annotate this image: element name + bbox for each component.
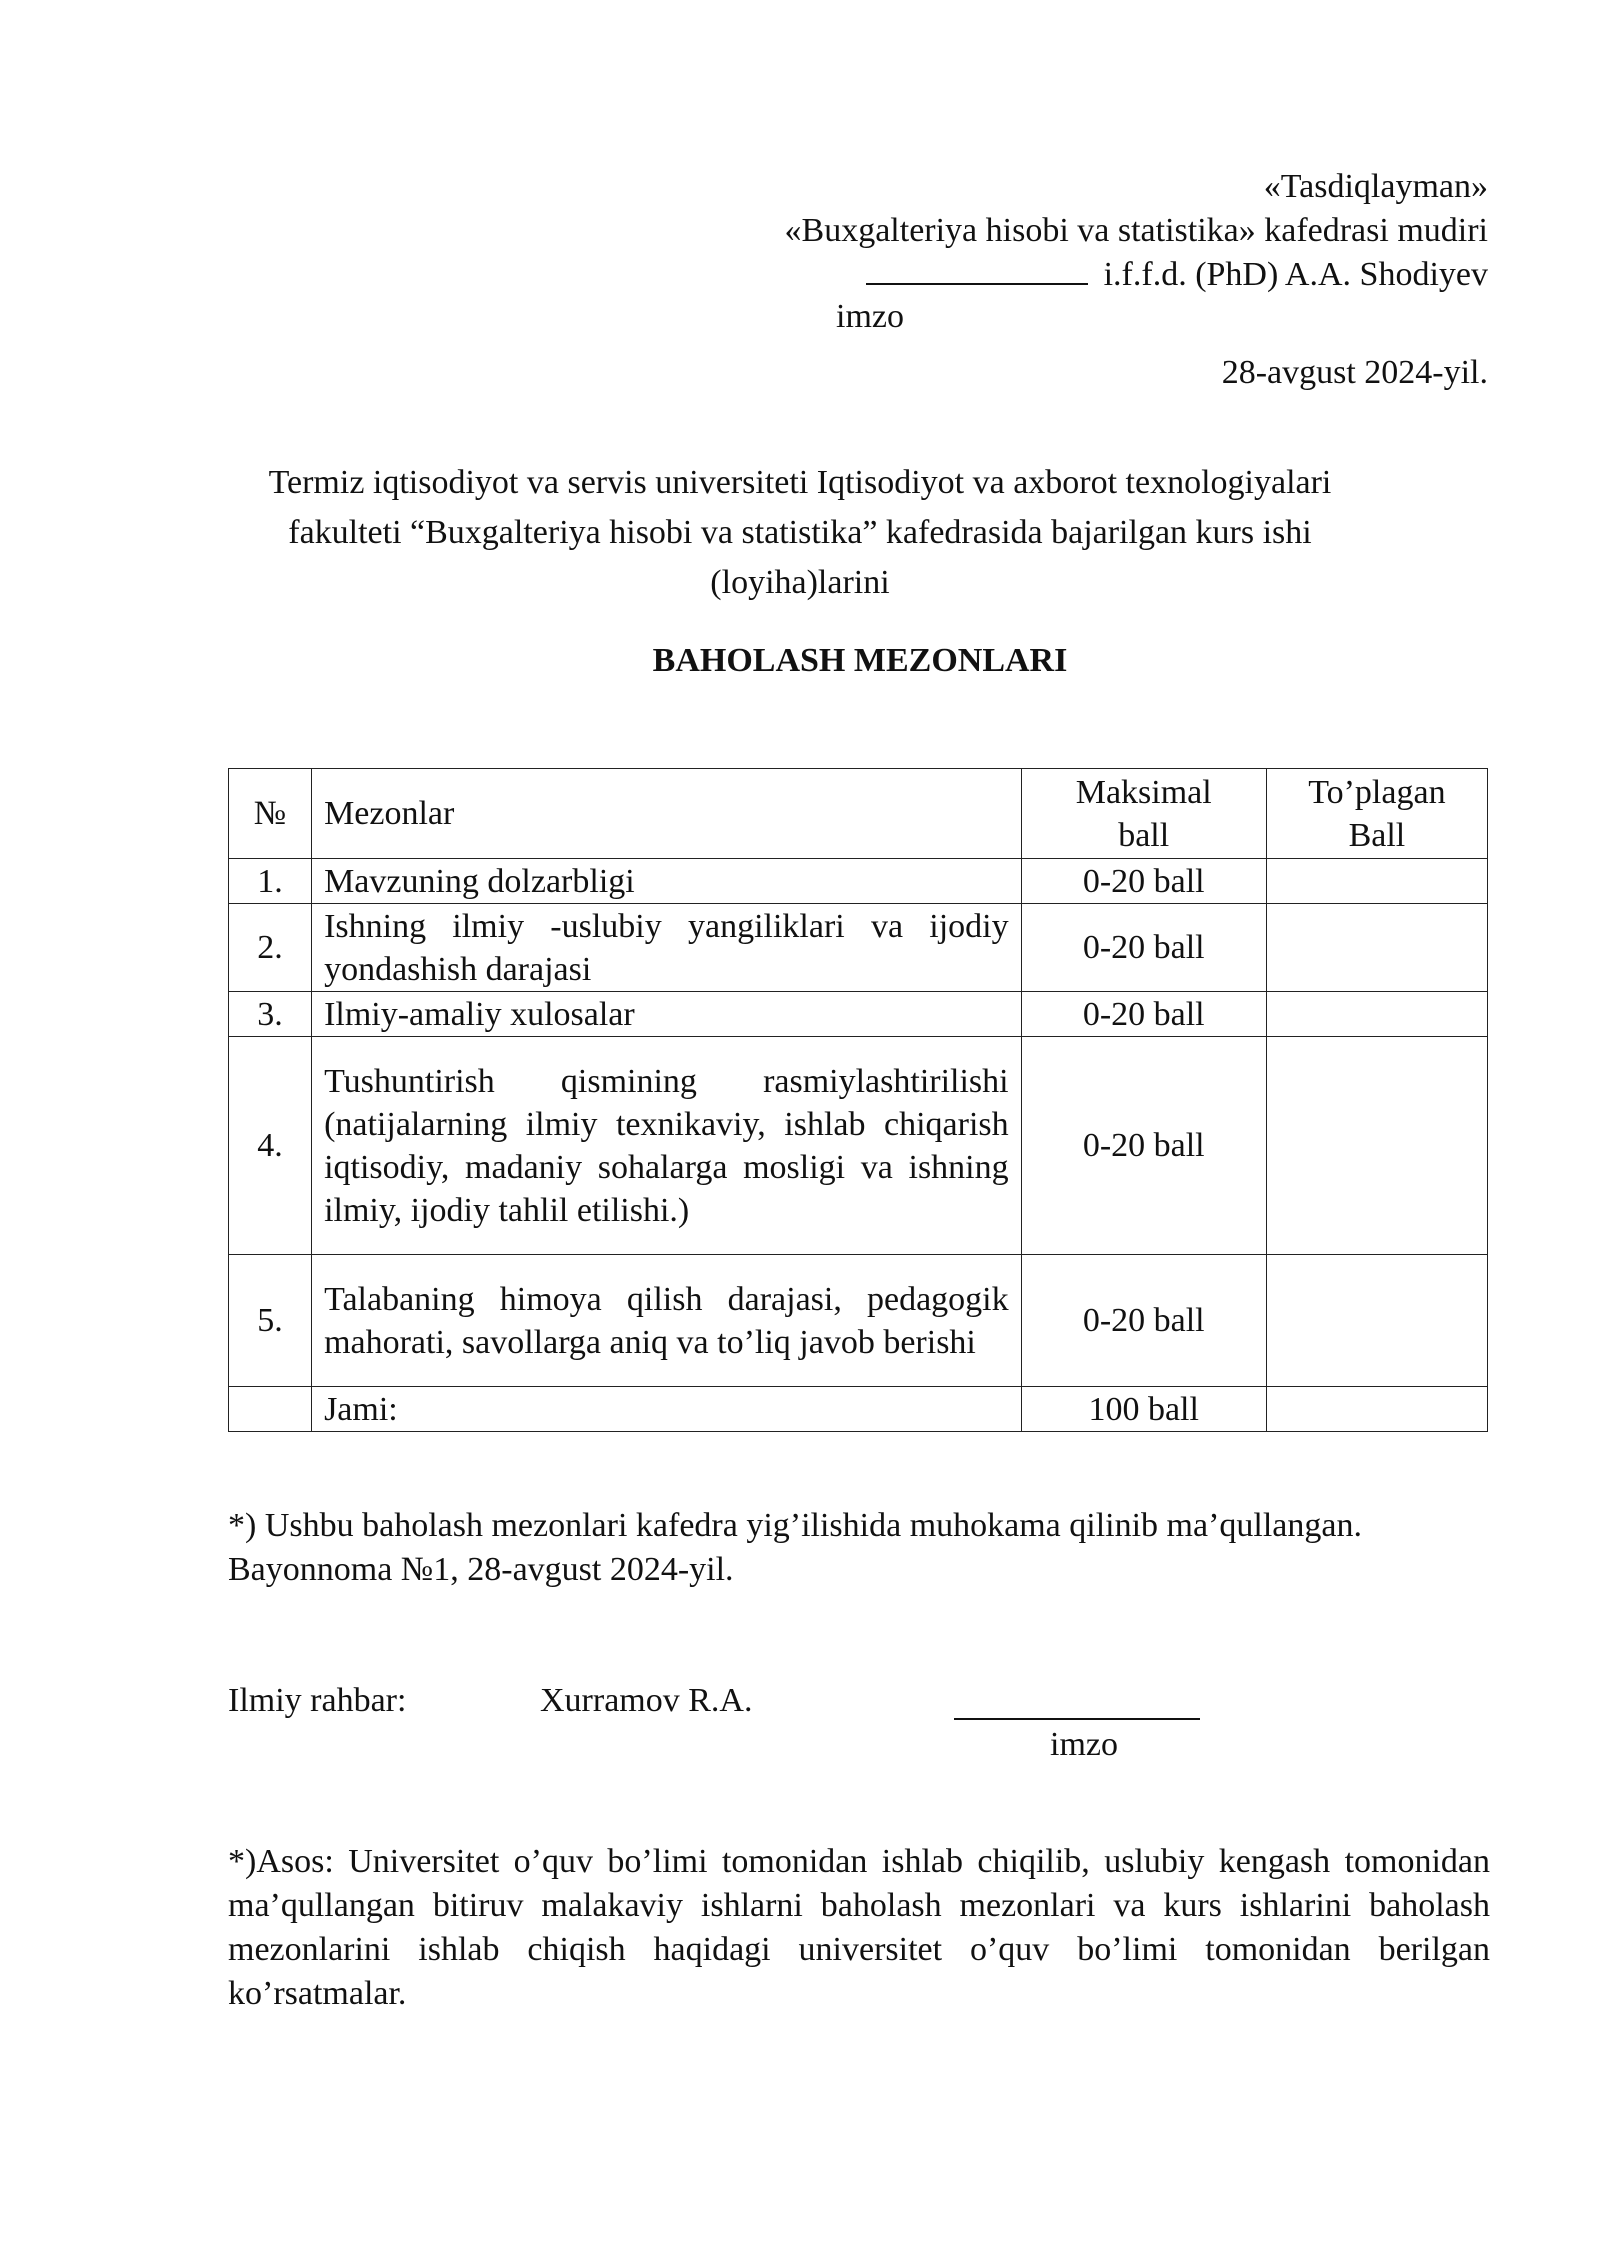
approval-date: 28-avgust 2024-yil. (1221, 354, 1488, 391)
supervisor-signature-caption: imzo (1050, 1726, 1118, 1763)
approval-position: «Buxgalteriya hisobi va statistika» kafedrasi mudiri (784, 212, 1488, 249)
row-max-score: 0-20 ball (1021, 1037, 1266, 1255)
header-max-score (1021, 769, 1266, 859)
approval-heading: «Tasdiqlayman» (1263, 168, 1488, 205)
supervisor-block (228, 1680, 1490, 1780)
supervisor-signature-line (954, 1718, 1200, 1720)
header-max-line2: ball (1118, 816, 1170, 854)
note-line-1: *) Ushbu baholash mezonlari kafedra yig’ilishida muhokama qilinib ma’qullangan. (228, 1507, 1362, 1544)
criteria-table (228, 768, 1488, 1432)
intro-paragraph: Termiz iqtisodiyot va servis universiteti Iqtisodiyot va axborot texnologiyalari fakulteti “Buxgalteriya hisobi va statistika” kafedrasida bajarilgan kurs ishi (loyiha)larini (268, 464, 1332, 601)
total-collected-score (1266, 1387, 1487, 1432)
row-collected-score (1266, 1255, 1487, 1387)
header-max-line1: Maksimal (1075, 773, 1212, 811)
supervisor-name: Xurramov R.A. (540, 1682, 753, 1719)
approval-signature-caption: imzo (836, 298, 904, 335)
header-got-line1: To’plagan (1308, 773, 1446, 811)
row-criteria: Ilmiy-amaliy xulosalar (312, 992, 1022, 1037)
supervisor-label: Ilmiy rahbar: (228, 1682, 407, 1719)
total-max-score: 100 ball (1021, 1387, 1266, 1432)
row-number: 2. (229, 904, 312, 992)
table-row (229, 904, 1488, 992)
row-number: 4. (229, 1037, 312, 1255)
row-number: 3. (229, 992, 312, 1037)
table-header-row (229, 769, 1488, 859)
row-number: 5. (229, 1255, 312, 1387)
table-row (229, 1037, 1488, 1255)
header-got-line2: Ball (1348, 816, 1406, 854)
total-number-cell (229, 1387, 312, 1432)
basis-paragraph: *)Asos: Universitet o’quv bo’limi tomonidan ishlab chiqilib, uslubiy kengash tomonidan ma’qullangan bitiruv malakaviy ishlarni baholash mezonlari va kurs ishlarini baholash mezonlarini ishlab chiqish haqidagi universitet o’quv bo’limi tomonidan berilgan ko’rsatmalar. (228, 1843, 1490, 2012)
approval-block (688, 165, 1488, 397)
row-criteria: Mavzuning dolzarbligi (312, 859, 1022, 904)
approval-signature-line (688, 253, 1488, 297)
row-collected-score (1266, 992, 1487, 1037)
document-title: BAHOLASH MEZONLARI (652, 642, 1068, 679)
row-max-score: 0-20 ball (1021, 992, 1266, 1037)
row-collected-score (1266, 859, 1487, 904)
total-label: Jami: (312, 1387, 1022, 1432)
row-criteria: Talabaning himoya qilish darajasi, pedagogik mahorati, savollarga aniq va to’liq javob berishi (312, 1255, 1022, 1387)
row-number: 1. (229, 859, 312, 904)
table-total-row (229, 1387, 1488, 1432)
row-criteria: Tushuntirish qismining rasmiylashtirilishi (natijalarning ilmiy texnikaviy, ishlab chiqarish iqtisodiy, madaniy sohalarga mosligi va ishning ilmiy, ijodiy tahlil etilishi.) (312, 1037, 1022, 1255)
header-criteria: Mezonlar (312, 769, 1022, 859)
header-number: № (229, 769, 312, 859)
row-collected-score (1266, 1037, 1487, 1255)
table-row (229, 859, 1488, 904)
approval-note (228, 1504, 1490, 1592)
row-criteria: Ishning ilmiy -uslubiy yangiliklari va ijodiy yondashish darajasi (312, 904, 1022, 992)
row-max-score: 0-20 ball (1021, 859, 1266, 904)
row-max-score: 0-20 ball (1021, 904, 1266, 992)
table-row (229, 1255, 1488, 1387)
signature-underline (866, 253, 1088, 285)
row-collected-score (1266, 904, 1487, 992)
note-line-2: Bayonnoma №1, 28-avgust 2024-yil. (228, 1551, 734, 1588)
header-collected-score (1266, 769, 1487, 859)
approval-signer: i.f.f.d. (PhD) A.A. Shodiyev (1103, 256, 1488, 293)
table-row (229, 992, 1488, 1037)
row-max-score: 0-20 ball (1021, 1255, 1266, 1387)
